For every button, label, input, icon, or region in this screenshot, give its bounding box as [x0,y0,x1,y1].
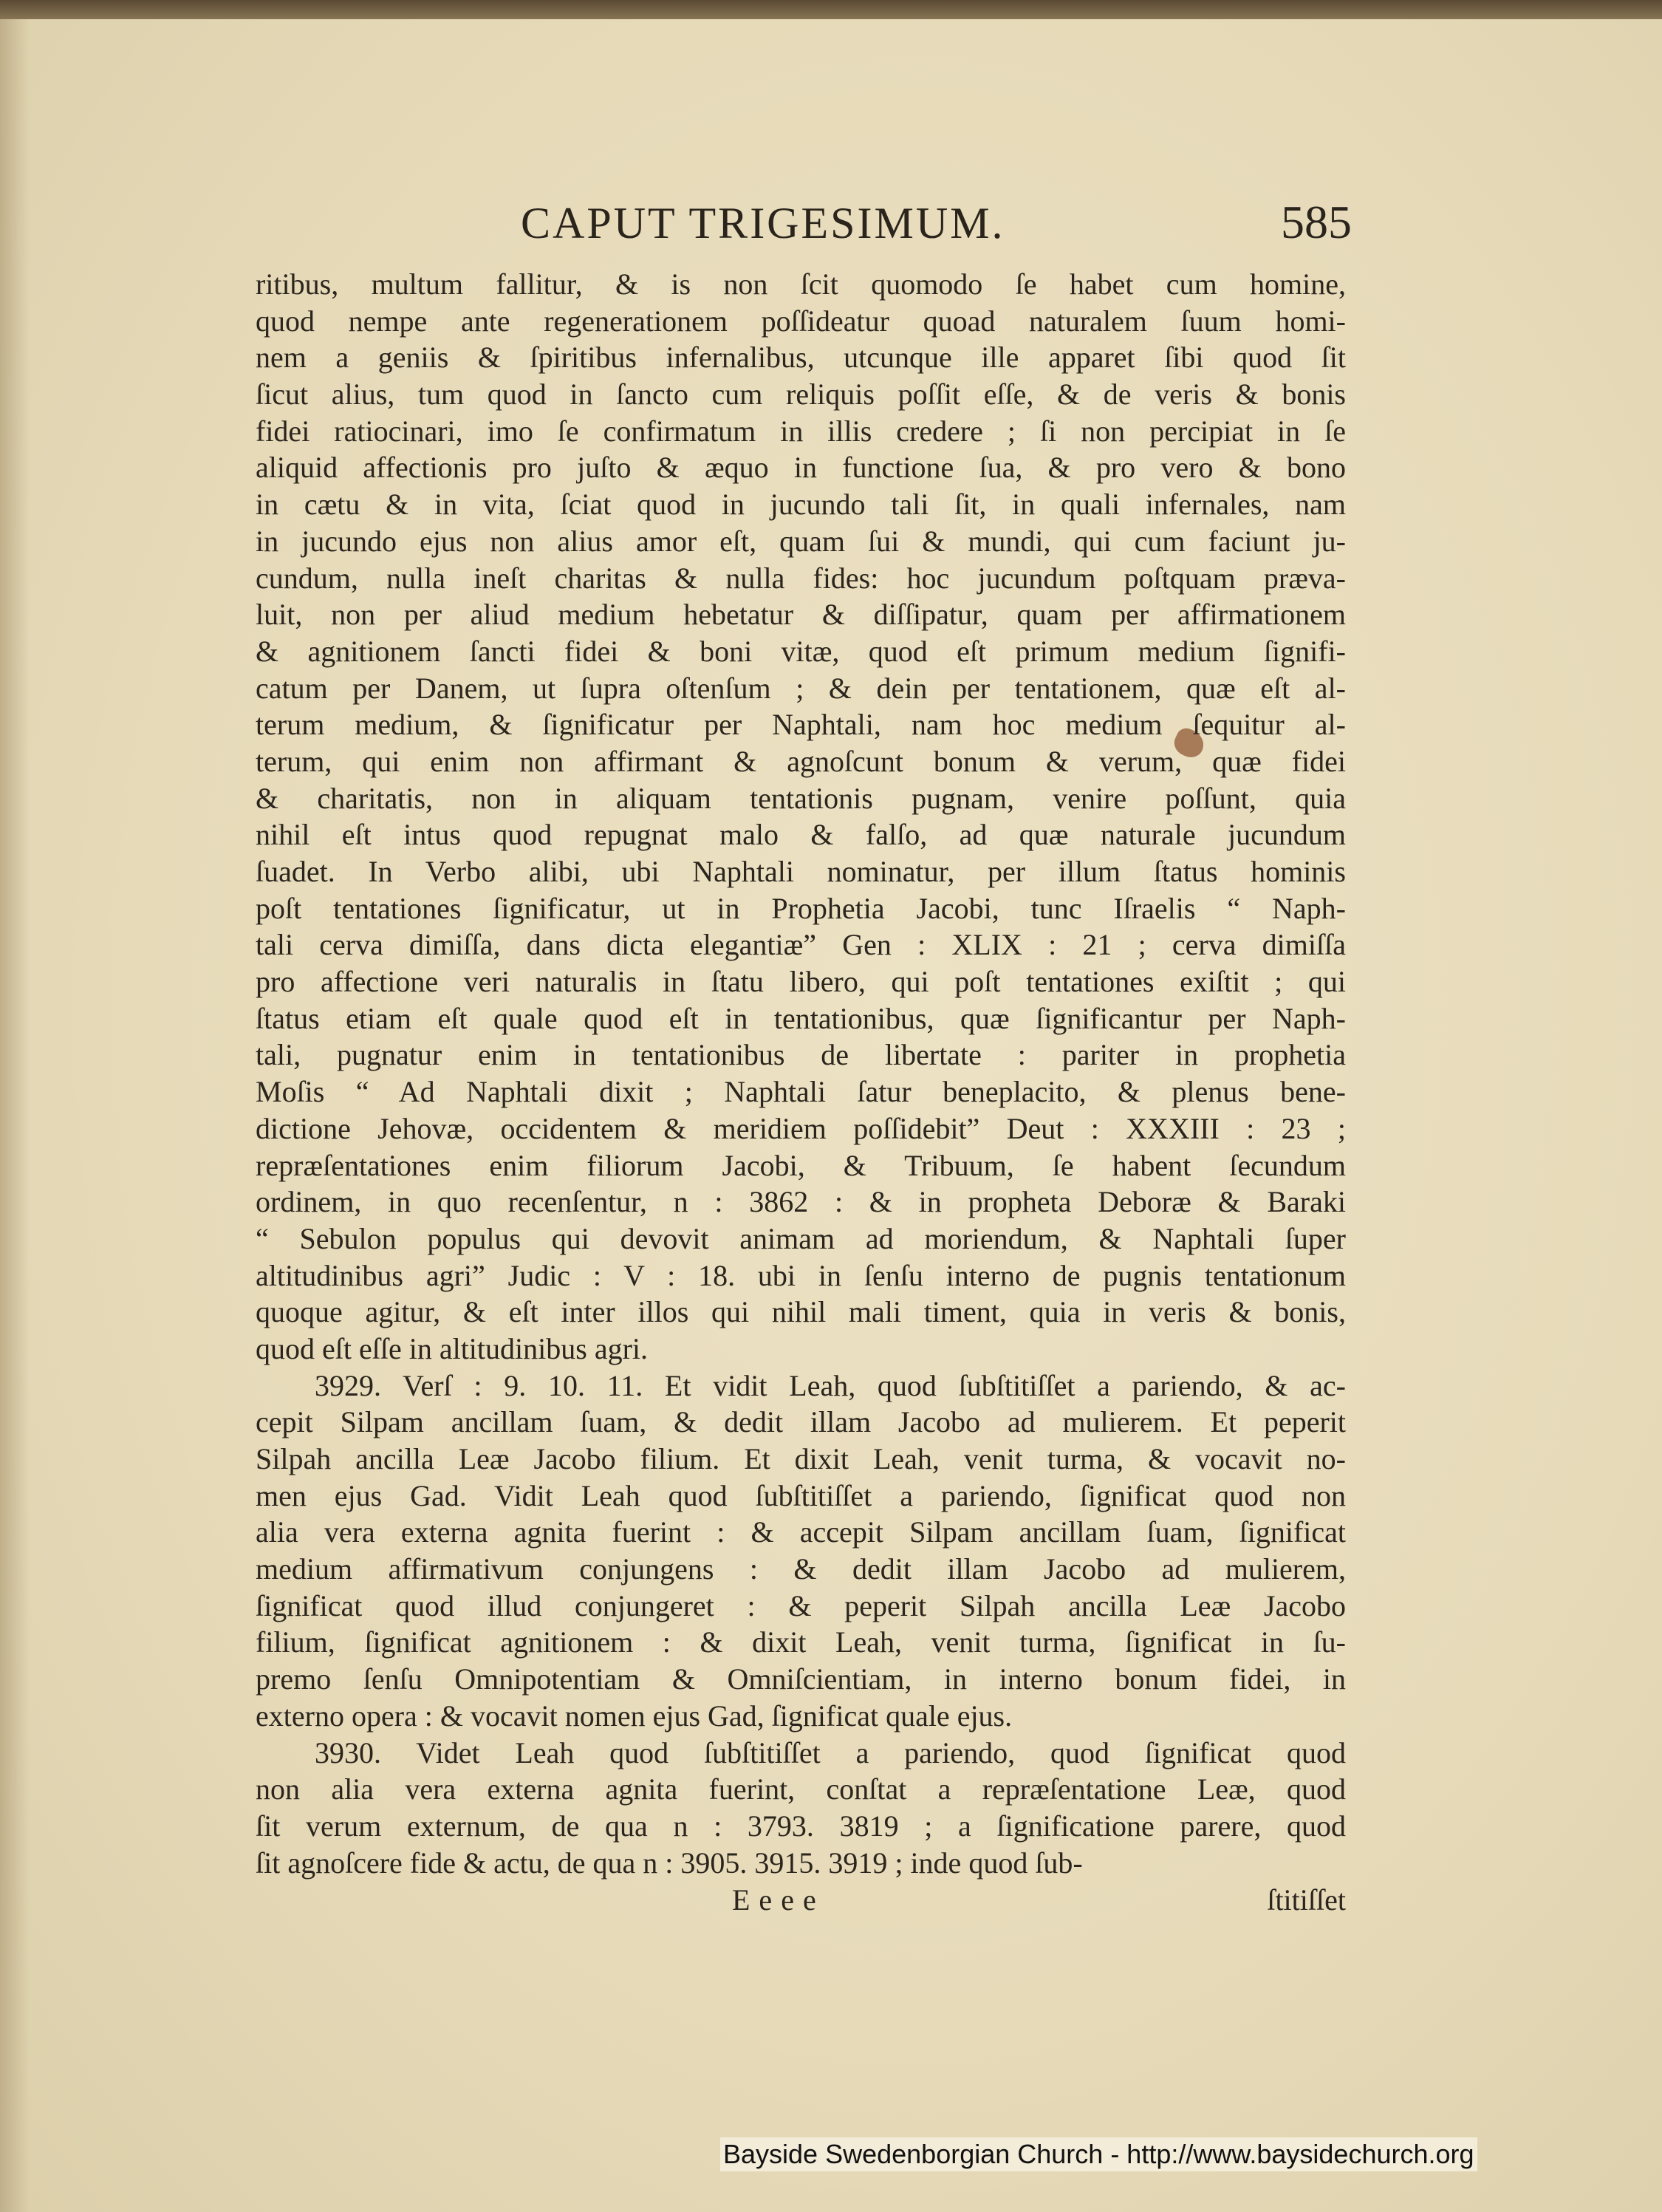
text-line: “ Sebulon populus qui devovit animam ad moriendum, & Naphtali ſuper [256,1221,1346,1255]
text-line: cepit Silpam ancillam ſuam, & dedit illam Jacobo ad mulierem. Et peperit [256,1405,1346,1439]
page-gutter-shadow [0,19,30,2212]
text-line: ſicut alius, tum quod in ſancto cum reliquis poſſit eſſe, & de veris & bonis [256,378,1346,412]
text-line: catum per Danem, ut ſupra oſtenſum ; & dein per tentationem, quæ eſt al- [256,671,1346,705]
text-line: luit, non per aliud medium hebetatur & diſſipatur, quam per affirmationem [256,598,1346,632]
text-line: terum medium, & ſignificatur per Naphtali, nam hoc medium ſequitur al- [256,708,1346,742]
body-text [256,266,1346,1881]
text-line: nem a geniis & ſpiritibus infernalibus, utcunque ille apparet ſibi quod ſit [256,341,1346,375]
page-header [259,198,1352,250]
text-line: men ejus Gad. Vidit Leah quod ſubſtitiſſet a pariendo, ſignificat quod non [256,1478,1346,1512]
text-line: nihil eſt intus quod repugnat malo & falſo, ad quæ naturale jucundum [256,818,1346,852]
text-line: quoque agitur, & eſt inter illos qui nihil mali timent, quia in veris & bonis, [256,1295,1346,1329]
text-line: ſit verum externum, de qua n : 3793. 3819 ; a ſignificatione parere, quod [256,1809,1346,1843]
source-credit: Bayside Swedenborgian Church - http://www.baysidechurch.org [720,2137,1477,2171]
text-line: alia vera externa agnita fuerint : & accepit Silpam ancillam ſuam, ſignificat [256,1515,1346,1549]
text-line: ordinem, in quo recenſentur, n : 3862 : & in propheta Deboræ & Baraki [256,1185,1346,1219]
text-line: quod nempe ante regenerationem poſſideatur quoad naturalem ſuum homi- [256,304,1346,338]
text-line: altitudinibus agri” Judic : V : 18. ubi in ſenſu interno de pugnis tentationum [256,1258,1346,1292]
page-number: 585 [1281,196,1352,248]
running-title: CAPUT TRIGESIMUM. [521,199,1005,248]
text-line: & charitatis, non in aliquam tentationis pugnam, venire poſſunt, quia [256,781,1346,815]
text-line: Silpah ancilla Leæ Jacobo filium. Et dixit Leah, venit turma, & vocavit no- [256,1442,1346,1475]
text-line: & agnitionem ſancti fidei & boni vitæ, quod eſt primum medium ſignifi- [256,634,1346,668]
text-line: ſignificat quod illud conjungeret : & peperit Silpah ancilla Leæ Jacobo [256,1588,1346,1622]
text-line: quod eſt eſſe in altitudinibus agri. [256,1331,649,1365]
text-line: ritibus, multum fallitur, & is non ſcit quomodo ſe habet cum homine, [256,267,1346,301]
text-line: aliquid affectionis pro juſto & æquo in functione ſua, & pro vero & bono [256,451,1346,485]
text-line: tali cerva dimiſſa, dans dicta elegantiæ” Gen : XLIX : 21 ; cerva dimiſſa [256,928,1346,962]
text-line: ſit agnoſcere fide & actu, de qua n : 3905. 3915. 3919 ; inde quod ſub- [256,1846,1083,1880]
text-line: filium, ſignificat agnitionem : & dixit Leah, venit turma, ſignificat in ſu- [256,1625,1346,1659]
text-line: ſtatus etiam eſt quale quod eſt in tentationibus, quæ ſignificantur per Naph- [256,1001,1346,1035]
text-line: Moſis “ Ad Naphtali dixit ; Naphtali ſatur beneplacito, & plenus bene- [256,1075,1346,1109]
book-top-edge [0,0,1662,21]
text-line: terum, qui enim non affirmant & agnoſcunt bonum & verum, quæ fidei [256,744,1346,778]
text-line: externo opera : & vocavit nomen ejus Gad, ſignificat quale ejus. [256,1699,1013,1733]
catchword: ſtitiſſet [1267,1883,1346,1916]
text-line: non alia vera externa agnita fuerint, conſtat a repræſentatione Leæ, quod [256,1772,1346,1806]
text-line: poſt tentationes ſignificatur, ut in Prophetia Jacobi, tunc Iſraelis “ Naph- [256,891,1346,925]
text-line: in jucundo ejus non alius amor eſt, quam ſui & mundi, qui cum faciunt ju- [256,524,1346,558]
text-line: repræſentationes enim filiorum Jacobi, & Tribuum, ſe habent ſecundum [256,1148,1346,1182]
text-line: medium affirmativum conjungens : & dedit illam Jacobo ad mulierem, [256,1552,1346,1586]
text-line: cundum, nulla ineſt charitas & nulla fides: hoc jucundum poſtquam præva- [256,561,1346,595]
text-line: 3930. Videt Leah quod ſubſtitiſſet a pariendo, quod ſignificat quod [315,1735,1346,1769]
text-line: dictione Jehovæ, occidentem & meridiem poſſidebit” Deut : XXXIII : 23 ; [256,1111,1346,1145]
signature-mark: Eeee [732,1883,825,1916]
text-line: 3929. Verſ : 9. 10. 11. Et vidit Leah, quod ſubſtitiſſet a pariendo, & ac- [315,1368,1346,1402]
text-line: tali, pugnatur enim in tentationibus de libertate : pariter in prophetia [256,1038,1346,1072]
text-line: ſuadet. In Verbo alibi, ubi Naphtali nominatur, per illum ſtatus hominis [256,855,1346,888]
text-line: pro affectione veri naturalis in ſtatu libero, qui poſt tentationes exiſtit ; qui [256,965,1346,999]
text-line: premo ſenſu Omnipotentiam & Omniſcientiam, in interno bonum fidei, in [256,1662,1346,1696]
page-footer [256,1882,1346,1919]
text-line: fidei ratiocinari, imo ſe confirmatum in illis credere ; ſi non percipiat in ſe [256,414,1346,448]
text-line: in cætu & in vita, ſciat quod in jucundo tali ſit, in quali infernales, nam [256,488,1346,522]
